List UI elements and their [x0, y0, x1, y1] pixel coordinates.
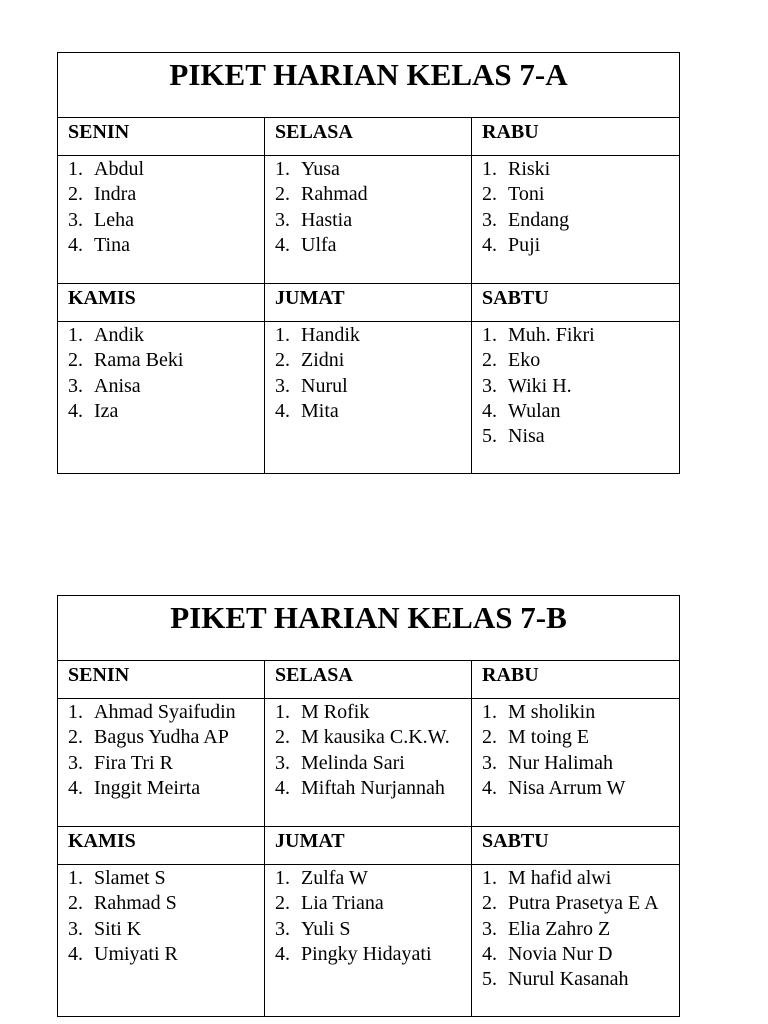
list-item: [275, 917, 471, 942]
list-item-name: Nurul Kasanah: [508, 968, 629, 991]
names-list: [68, 157, 264, 258]
day-header-rabu: RABU: [472, 661, 680, 699]
list-item-number: 4.: [275, 399, 290, 422]
table-title: PIKET HARIAN KELAS 7-B: [58, 596, 680, 661]
list-item-number: 2.: [275, 349, 290, 372]
list-item-name: Iza: [94, 399, 119, 422]
list-item-name: M Rofik: [301, 701, 370, 723]
names-list-sabtu: [472, 865, 680, 1017]
list-item: [275, 323, 471, 348]
list-item: [68, 891, 264, 916]
names-list-jumat: [265, 865, 472, 1017]
list-item-number: 4.: [68, 942, 83, 965]
list-item: [482, 157, 679, 182]
day-header-kamis: KAMIS: [58, 827, 265, 865]
list-item: [68, 700, 264, 725]
list-item-number: 1.: [275, 867, 290, 889]
list-item-name: Yuli S: [301, 917, 351, 940]
list-item-name: Pingky Hidayati: [301, 942, 432, 965]
list-item: [482, 700, 679, 725]
list-item-name: Nisa: [508, 425, 545, 448]
list-item-name: Zidni: [301, 349, 345, 372]
list-item-number: 3.: [68, 751, 83, 774]
list-item-number: 1.: [68, 867, 83, 889]
names-list: [275, 323, 471, 424]
list-item-number: 2.: [275, 726, 290, 749]
list-item-number: 3.: [68, 208, 83, 231]
list-item-number: 3.: [68, 374, 83, 397]
list-item: [275, 233, 471, 258]
list-item: [68, 323, 264, 348]
list-item-name: Wiki H.: [508, 374, 572, 397]
list-item-name: Lia Triana: [301, 892, 384, 915]
list-item-name: Umiyati R: [94, 942, 178, 965]
list-item-name: Yusa: [301, 158, 340, 180]
list-item-number: 4.: [68, 233, 83, 256]
list-item-number: 5.: [482, 968, 497, 991]
list-item: [275, 700, 471, 725]
list-item-name: Rama Beki: [94, 349, 184, 372]
list-item-name: Ahmad Syaifudin: [94, 701, 236, 723]
names-list: [482, 157, 679, 258]
list-item-name: Wulan: [508, 399, 561, 422]
names-list: [482, 700, 679, 801]
list-item-name: Handik: [301, 324, 360, 346]
list-item-number: 2.: [482, 726, 497, 749]
list-item: [68, 208, 264, 233]
names-list: [68, 866, 264, 967]
list-item-number: 1.: [275, 701, 290, 723]
list-item-number: 3.: [275, 917, 290, 940]
list-item-number: 1.: [482, 324, 497, 346]
list-item-name: M sholikin: [508, 701, 596, 723]
list-item: [275, 374, 471, 399]
list-item: [482, 751, 679, 776]
names-list-sabtu: [472, 322, 680, 474]
list-item: [275, 776, 471, 801]
list-item: [275, 942, 471, 967]
list-item-number: 3.: [482, 917, 497, 940]
list-item: [482, 323, 679, 348]
list-item: [275, 208, 471, 233]
names-list-rabu: [472, 156, 680, 284]
names-list: [482, 866, 679, 992]
list-item: [68, 348, 264, 373]
list-item: [68, 182, 264, 207]
list-item-name: Bagus Yudha AP: [94, 726, 229, 749]
list-item-name: Putra Prasetya E A: [508, 892, 659, 915]
schedule-table-7b: [57, 595, 680, 1017]
list-item: [482, 424, 679, 449]
list-item-number: 4.: [482, 942, 497, 965]
day-header-rabu: RABU: [472, 118, 680, 156]
list-item: [68, 233, 264, 258]
list-item: [482, 233, 679, 258]
list-item-name: Abdul: [94, 158, 144, 180]
list-item: [482, 374, 679, 399]
list-item-number: 2.: [68, 183, 83, 206]
list-item-number: 2.: [482, 892, 497, 915]
list-item-number: 4.: [68, 776, 83, 799]
list-item-number: 3.: [68, 917, 83, 940]
list-item-number: 3.: [275, 374, 290, 397]
list-item-name: Siti K: [94, 917, 142, 940]
list-item-number: 1.: [275, 158, 290, 180]
list-item-number: 4.: [482, 233, 497, 256]
list-item: [275, 725, 471, 750]
day-header-senin: SENIN: [58, 661, 265, 699]
list-item-name: Rahmad: [301, 183, 368, 206]
table-title: PIKET HARIAN KELAS 7-A: [58, 53, 680, 118]
list-item-number: 4.: [275, 233, 290, 256]
list-item-name: Tina: [94, 233, 130, 256]
list-item: [482, 967, 679, 992]
list-item: [482, 866, 679, 891]
list-item: [68, 776, 264, 801]
names-list-selasa: [265, 156, 472, 284]
list-item-name: Eko: [508, 349, 541, 372]
list-item-number: 1.: [482, 158, 497, 180]
list-item: [68, 866, 264, 891]
list-item-number: 5.: [482, 425, 497, 448]
list-item: [68, 942, 264, 967]
list-item: [275, 399, 471, 424]
list-item-name: Elia Zahro Z: [508, 917, 611, 940]
day-header-jumat: JUMAT: [265, 284, 472, 322]
list-item-name: M toing E: [508, 726, 590, 749]
list-item: [275, 157, 471, 182]
list-item: [68, 751, 264, 776]
list-item: [482, 891, 679, 916]
list-item-number: 2.: [68, 726, 83, 749]
list-item-name: Zulfa W: [301, 867, 368, 889]
list-item-name: M kausika C.K.W.: [301, 726, 450, 749]
list-item-name: Mita: [301, 399, 339, 422]
list-item: [482, 776, 679, 801]
list-item: [482, 725, 679, 750]
list-item: [275, 182, 471, 207]
list-item-number: 3.: [275, 208, 290, 231]
list-item: [275, 891, 471, 916]
list-item: [275, 866, 471, 891]
list-item-number: 4.: [482, 399, 497, 422]
names-list: [68, 700, 264, 801]
list-item-number: 2.: [275, 183, 290, 206]
list-item-name: Nur Halimah: [508, 751, 613, 774]
day-header-sabtu: SABTU: [472, 284, 680, 322]
list-item-number: 2.: [482, 349, 497, 372]
names-list-selasa: [265, 699, 472, 827]
list-item-number: 4.: [275, 942, 290, 965]
day-header-jumat: JUMAT: [265, 827, 472, 865]
list-item-name: Rahmad S: [94, 892, 177, 915]
list-item-number: 1.: [68, 701, 83, 723]
list-item-number: 4.: [482, 776, 497, 799]
list-item-name: Anisa: [94, 374, 141, 397]
list-item: [275, 751, 471, 776]
day-header-kamis: KAMIS: [58, 284, 265, 322]
names-list: [68, 323, 264, 424]
day-header-sabtu: SABTU: [472, 827, 680, 865]
names-list-kamis: [58, 865, 265, 1017]
day-header-selasa: SELASA: [265, 118, 472, 156]
names-list-kamis: [58, 322, 265, 474]
list-item-number: 3.: [482, 208, 497, 231]
list-item-number: 1.: [68, 324, 83, 346]
list-item-name: Leha: [94, 208, 134, 231]
list-item-name: Slamet S: [94, 867, 166, 889]
day-header-selasa: SELASA: [265, 661, 472, 699]
list-item: [68, 725, 264, 750]
names-list-jumat: [265, 322, 472, 474]
list-item-name: Miftah Nurjannah: [301, 776, 445, 799]
list-item-number: 2.: [275, 892, 290, 915]
list-item-number: 1.: [68, 158, 83, 180]
list-item: [68, 157, 264, 182]
list-item: [482, 182, 679, 207]
list-item: [482, 399, 679, 424]
list-item: [68, 917, 264, 942]
list-item-number: 1.: [275, 324, 290, 346]
list-item-number: 3.: [482, 751, 497, 774]
list-item-name: Nurul: [301, 374, 348, 397]
list-item-name: Fira Tri R: [94, 751, 173, 774]
names-list-senin: [58, 156, 265, 284]
list-item-number: 3.: [482, 374, 497, 397]
list-item-name: Nisa Arrum W: [508, 776, 626, 799]
list-item-name: Muh. Fikri: [508, 324, 595, 346]
names-list: [275, 157, 471, 258]
list-item: [482, 208, 679, 233]
list-item-name: Indra: [94, 183, 137, 206]
list-item: [275, 348, 471, 373]
list-item-name: Inggit Meirta: [94, 776, 201, 799]
list-item-number: 3.: [275, 751, 290, 774]
list-item: [68, 399, 264, 424]
list-item-name: Endang: [508, 208, 570, 231]
list-item-name: Novia Nur D: [508, 942, 613, 965]
list-item-name: Andik: [94, 324, 144, 346]
list-item: [482, 917, 679, 942]
list-item-name: Hastia: [301, 208, 353, 231]
list-item: [68, 374, 264, 399]
list-item: [482, 348, 679, 373]
list-item-number: 1.: [482, 867, 497, 889]
list-item: [482, 942, 679, 967]
names-list: [275, 700, 471, 801]
list-item-number: 2.: [68, 349, 83, 372]
list-item-name: Puji: [508, 233, 541, 256]
list-item-number: 2.: [482, 183, 497, 206]
list-item-name: Melinda Sari: [301, 751, 405, 774]
names-list: [275, 866, 471, 967]
day-header-senin: SENIN: [58, 118, 265, 156]
list-item-number: 1.: [482, 701, 497, 723]
list-item-name: M hafid alwi: [508, 867, 612, 889]
names-list-rabu: [472, 699, 680, 827]
list-item-name: Riski: [508, 158, 551, 180]
list-item-name: Ulfa: [301, 233, 337, 256]
list-item-number: 4.: [275, 776, 290, 799]
schedule-table-7a: [57, 52, 680, 474]
names-list: [482, 323, 679, 449]
list-item-name: Toni: [508, 183, 545, 206]
list-item-number: 4.: [68, 399, 83, 422]
names-list-senin: [58, 699, 265, 827]
list-item-number: 2.: [68, 892, 83, 915]
